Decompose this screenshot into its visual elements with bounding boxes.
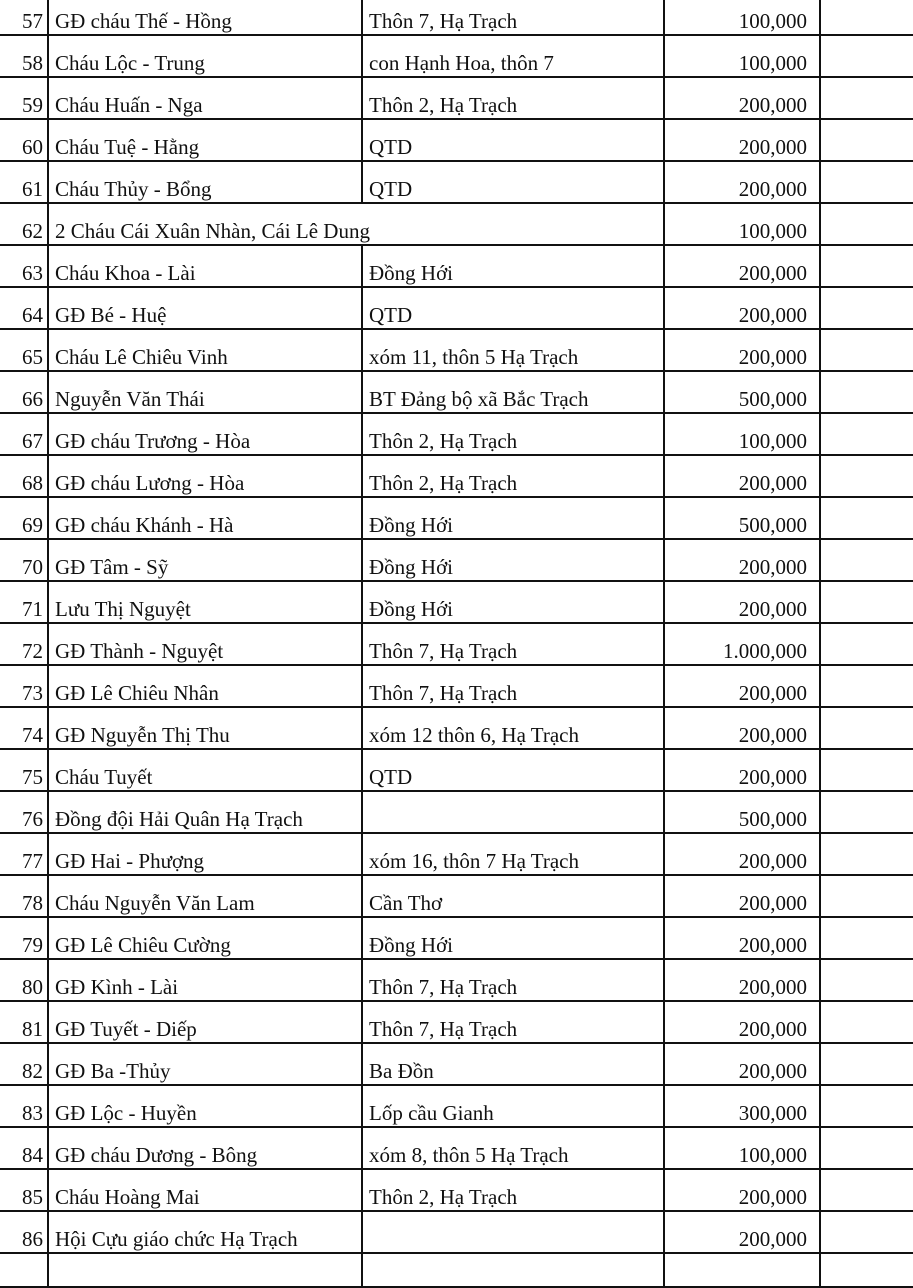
- row-number: 82: [0, 1043, 48, 1085]
- row-number: 85: [0, 1169, 48, 1211]
- donor-name: 2 Cháu Cái Xuân Nhàn, Cái Lê Dung: [48, 203, 664, 245]
- notes-cell: [820, 1043, 913, 1085]
- donation-amount: 1.000,000: [664, 623, 820, 665]
- donor-address: Đồng Hới: [362, 245, 664, 287]
- donor-address: QTD: [362, 161, 664, 203]
- row-number: 72: [0, 623, 48, 665]
- donation-amount: 200,000: [664, 749, 820, 791]
- table-row: [0, 1085, 913, 1127]
- table-row: [0, 959, 913, 1001]
- donation-amount: 200,000: [664, 833, 820, 875]
- donor-address: Thôn 7, Hạ Trạch: [362, 665, 664, 707]
- donor-address: Thôn 7, Hạ Trạch: [362, 0, 664, 35]
- table-row: [0, 1001, 913, 1043]
- notes-cell: [820, 665, 913, 707]
- donor-address: Thôn 7, Hạ Trạch: [362, 623, 664, 665]
- donor-name: GĐ Thành - Nguyệt: [48, 623, 362, 665]
- donor-address: QTD: [362, 287, 664, 329]
- donation-amount: 300,000: [664, 1085, 820, 1127]
- donation-amount: 100,000: [664, 413, 820, 455]
- table-row: [0, 203, 913, 245]
- empty-cell: [362, 1253, 664, 1287]
- row-number: 77: [0, 833, 48, 875]
- notes-cell: [820, 1001, 913, 1043]
- donation-amount: 200,000: [664, 875, 820, 917]
- donor-name: Cháu Lê Chiêu Vinh: [48, 329, 362, 371]
- donor-address: Ba Đồn: [362, 1043, 664, 1085]
- empty-cell: [48, 1253, 362, 1287]
- row-number: 58: [0, 35, 48, 77]
- donation-amount: 200,000: [664, 455, 820, 497]
- donor-name: GĐ Nguyễn Thị Thu: [48, 707, 362, 749]
- donor-name: GĐ Lộc - Huyền: [48, 1085, 362, 1127]
- donor-name: Hội Cựu giáo chức Hạ Trạch: [48, 1211, 362, 1253]
- row-number: 57: [0, 0, 48, 35]
- donor-address: con Hạnh Hoa, thôn 7: [362, 35, 664, 77]
- row-number: 83: [0, 1085, 48, 1127]
- donor-name: GĐ Bé - Huệ: [48, 287, 362, 329]
- empty-cell: [664, 1253, 820, 1287]
- donation-amount: 200,000: [664, 77, 820, 119]
- donor-address: QTD: [362, 749, 664, 791]
- row-number: 76: [0, 791, 48, 833]
- notes-cell: [820, 623, 913, 665]
- donor-name: GĐ Ba -Thủy: [48, 1043, 362, 1085]
- table-row: [0, 287, 913, 329]
- donation-amount: 100,000: [664, 1127, 820, 1169]
- table-row: [0, 0, 913, 35]
- empty-cell: [820, 1253, 913, 1287]
- notes-cell: [820, 245, 913, 287]
- donor-name: GĐ cháu Khánh - Hà: [48, 497, 362, 539]
- donor-name: Cháu Tuyết: [48, 749, 362, 791]
- donor-address: [362, 1211, 664, 1253]
- notes-cell: [820, 917, 913, 959]
- notes-cell: [820, 413, 913, 455]
- notes-cell: [820, 1211, 913, 1253]
- donation-amount: 500,000: [664, 497, 820, 539]
- table-row: [0, 329, 913, 371]
- notes-cell: [820, 329, 913, 371]
- donation-amount: 100,000: [664, 35, 820, 77]
- donation-amount: 200,000: [664, 665, 820, 707]
- table-row: [0, 413, 913, 455]
- table-row: [0, 791, 913, 833]
- donor-name: Cháu Tuệ - Hằng: [48, 119, 362, 161]
- row-number: 78: [0, 875, 48, 917]
- empty-cell: [0, 1253, 48, 1287]
- notes-cell: [820, 77, 913, 119]
- donor-address: xóm 16, thôn 7 Hạ Trạch: [362, 833, 664, 875]
- donor-name: GĐ cháu Dương - Bông: [48, 1127, 362, 1169]
- donor-name: Đồng đội Hải Quân Hạ Trạch: [48, 791, 362, 833]
- table-row: [0, 245, 913, 287]
- table-row: [0, 707, 913, 749]
- row-number: 69: [0, 497, 48, 539]
- donor-address: BT Đảng bộ xã Bắc Trạch: [362, 371, 664, 413]
- notes-cell: [820, 287, 913, 329]
- row-number: 62: [0, 203, 48, 245]
- donor-address: Lốp cầu Gianh: [362, 1085, 664, 1127]
- notes-cell: [820, 1127, 913, 1169]
- donor-address: Cần Thơ: [362, 875, 664, 917]
- donor-address: Đồng Hới: [362, 581, 664, 623]
- donor-name: GĐ Tâm - Sỹ: [48, 539, 362, 581]
- table-row: [0, 1211, 913, 1253]
- donor-name: GĐ cháu Thế - Hồng: [48, 0, 362, 35]
- row-number: 64: [0, 287, 48, 329]
- donor-name: GĐ Tuyết - Diếp: [48, 1001, 362, 1043]
- donor-address: QTD: [362, 119, 664, 161]
- row-number: 65: [0, 329, 48, 371]
- donor-name: GĐ cháu Trương - Hòa: [48, 413, 362, 455]
- notes-cell: [820, 959, 913, 1001]
- row-number: 74: [0, 707, 48, 749]
- row-number: 63: [0, 245, 48, 287]
- notes-cell: [820, 0, 913, 35]
- donation-amount: 200,000: [664, 1211, 820, 1253]
- row-number: 68: [0, 455, 48, 497]
- donor-name: Cháu Nguyễn Văn Lam: [48, 875, 362, 917]
- table-row: [0, 539, 913, 581]
- donor-name: Nguyễn Văn Thái: [48, 371, 362, 413]
- donation-amount: 200,000: [664, 581, 820, 623]
- donor-address: xóm 12 thôn 6, Hạ Trạch: [362, 707, 664, 749]
- notes-cell: [820, 35, 913, 77]
- table-row: [0, 1127, 913, 1169]
- donation-amount: 200,000: [664, 917, 820, 959]
- table-row: [0, 833, 913, 875]
- row-number: 67: [0, 413, 48, 455]
- donor-name: Cháu Huấn - Nga: [48, 77, 362, 119]
- table-row: [0, 917, 913, 959]
- row-number: 70: [0, 539, 48, 581]
- donor-name: GĐ Lê Chiêu Cường: [48, 917, 362, 959]
- donation-amount: 200,000: [664, 539, 820, 581]
- row-number: 75: [0, 749, 48, 791]
- donor-address: Thôn 2, Hạ Trạch: [362, 1169, 664, 1211]
- row-number: 84: [0, 1127, 48, 1169]
- table-row: [0, 497, 913, 539]
- notes-cell: [820, 539, 913, 581]
- donation-amount: 200,000: [664, 245, 820, 287]
- donation-amount: 200,000: [664, 329, 820, 371]
- row-number: 59: [0, 77, 48, 119]
- notes-cell: [820, 203, 913, 245]
- notes-cell: [820, 875, 913, 917]
- table-row-partial: [0, 1253, 913, 1287]
- notes-cell: [820, 371, 913, 413]
- row-number: 86: [0, 1211, 48, 1253]
- donation-amount: 200,000: [664, 119, 820, 161]
- notes-cell: [820, 707, 913, 749]
- table-row: [0, 623, 913, 665]
- donor-address: Thôn 2, Hạ Trạch: [362, 413, 664, 455]
- row-number: 66: [0, 371, 48, 413]
- donation-amount: 200,000: [664, 161, 820, 203]
- donor-name: Cháu Hoàng Mai: [48, 1169, 362, 1211]
- row-number: 73: [0, 665, 48, 707]
- table-row: [0, 371, 913, 413]
- donor-name: Cháu Thủy - Bổng: [48, 161, 362, 203]
- donation-amount: 200,000: [664, 1169, 820, 1211]
- donor-address: Đồng Hới: [362, 539, 664, 581]
- donation-amount: 200,000: [664, 1001, 820, 1043]
- donor-address: Thôn 7, Hạ Trạch: [362, 1001, 664, 1043]
- row-number: 71: [0, 581, 48, 623]
- notes-cell: [820, 749, 913, 791]
- row-number: 81: [0, 1001, 48, 1043]
- table-row: [0, 875, 913, 917]
- donor-name: Cháu Khoa - Lài: [48, 245, 362, 287]
- donor-address: xóm 11, thôn 5 Hạ Trạch: [362, 329, 664, 371]
- donor-name: GĐ Lê Chiêu Nhân: [48, 665, 362, 707]
- donor-name: GĐ cháu Lương - Hòa: [48, 455, 362, 497]
- notes-cell: [820, 497, 913, 539]
- donor-name: GĐ Hai - Phượng: [48, 833, 362, 875]
- donation-amount: 200,000: [664, 287, 820, 329]
- table-row: [0, 455, 913, 497]
- row-number: 60: [0, 119, 48, 161]
- donor-address: Thôn 2, Hạ Trạch: [362, 455, 664, 497]
- donor-address: xóm 8, thôn 5 Hạ Trạch: [362, 1127, 664, 1169]
- row-number: 80: [0, 959, 48, 1001]
- donor-name: Cháu Lộc - Trung: [48, 35, 362, 77]
- table-row: [0, 161, 913, 203]
- table-row: [0, 749, 913, 791]
- row-number: 61: [0, 161, 48, 203]
- table-row: [0, 1043, 913, 1085]
- notes-cell: [820, 455, 913, 497]
- notes-cell: [820, 791, 913, 833]
- notes-cell: [820, 1085, 913, 1127]
- donor-address: Đồng Hới: [362, 497, 664, 539]
- table-row: [0, 35, 913, 77]
- table-row: [0, 1169, 913, 1211]
- donor-address: Thôn 7, Hạ Trạch: [362, 959, 664, 1001]
- table-row: [0, 665, 913, 707]
- donation-amount: 100,000: [664, 203, 820, 245]
- donor-address: Thôn 2, Hạ Trạch: [362, 77, 664, 119]
- notes-cell: [820, 119, 913, 161]
- notes-cell: [820, 833, 913, 875]
- donor-address: Đồng Hới: [362, 917, 664, 959]
- donation-amount: 200,000: [664, 1043, 820, 1085]
- table-row: [0, 77, 913, 119]
- donation-amount: 500,000: [664, 791, 820, 833]
- donation-amount: 200,000: [664, 707, 820, 749]
- donor-name: Lưu Thị Nguyệt: [48, 581, 362, 623]
- row-number: 79: [0, 917, 48, 959]
- donor-address: [362, 791, 664, 833]
- notes-cell: [820, 161, 913, 203]
- notes-cell: [820, 1169, 913, 1211]
- donor-name: GĐ Kình - Lài: [48, 959, 362, 1001]
- donation-amount: 500,000: [664, 371, 820, 413]
- donation-amount: 100,000: [664, 0, 820, 35]
- notes-cell: [820, 581, 913, 623]
- table-row: [0, 119, 913, 161]
- donation-amount: 200,000: [664, 959, 820, 1001]
- table-row: [0, 581, 913, 623]
